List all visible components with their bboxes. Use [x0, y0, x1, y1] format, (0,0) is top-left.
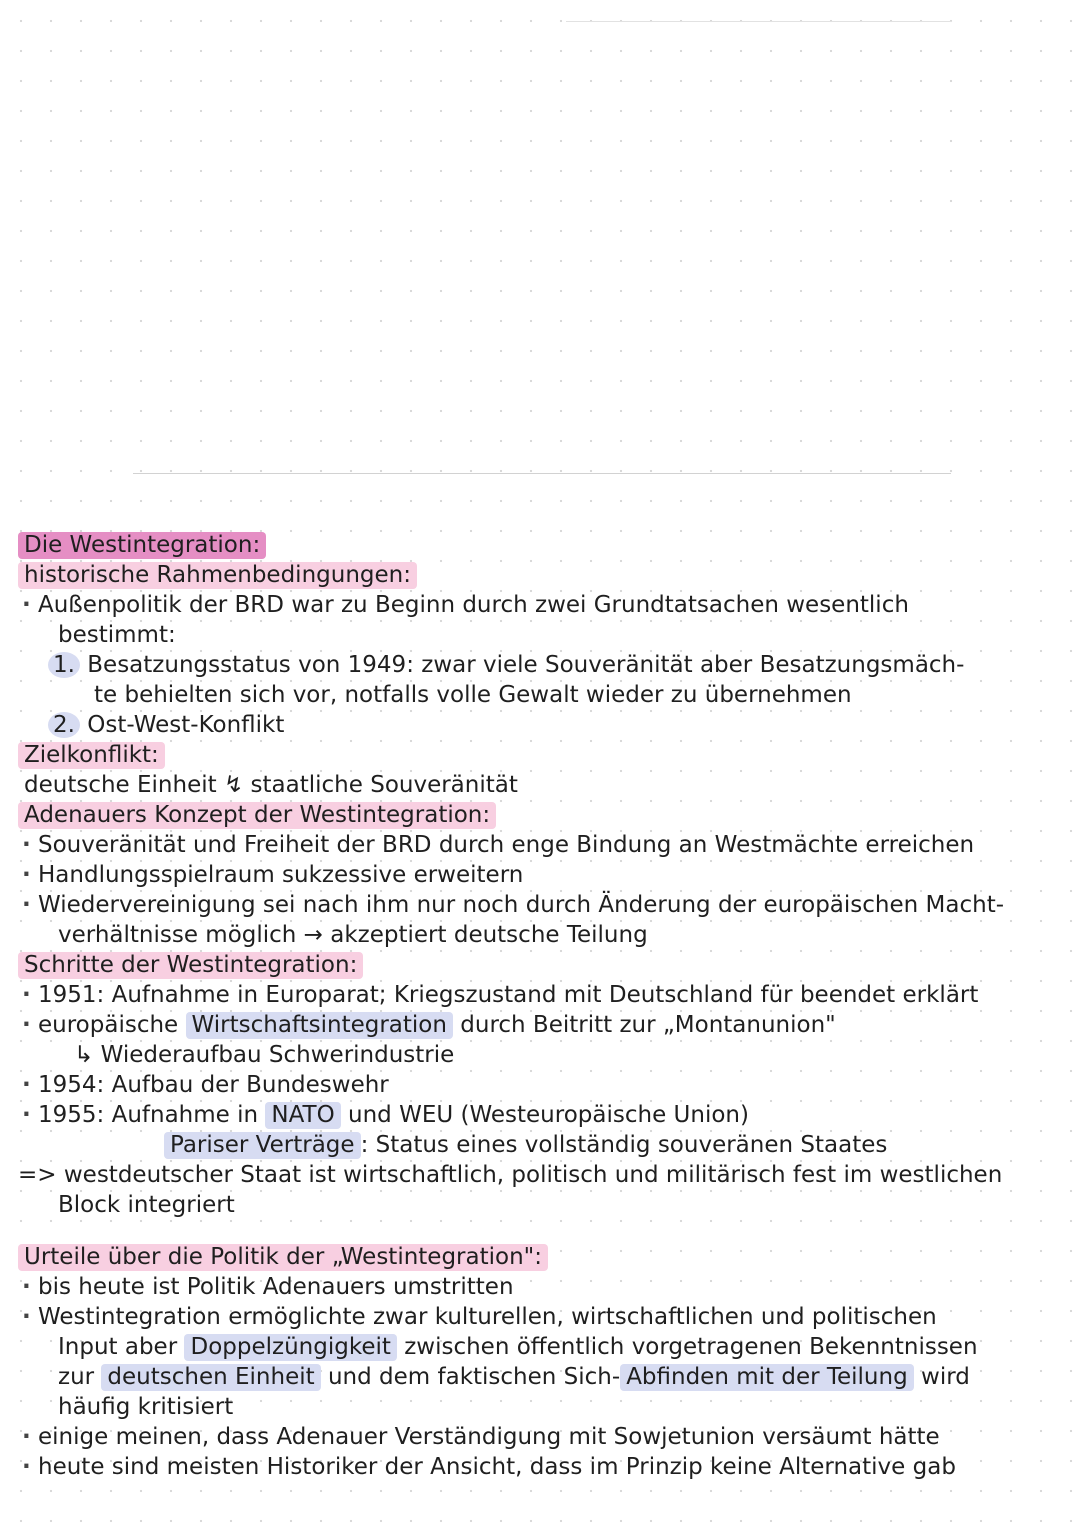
bullet-continuation: häufig kritisiert: [58, 1394, 234, 1420]
numbered-continuation: te behielten sich vor, notfalls volle Gewalt wieder zu übernehmen: [94, 682, 852, 708]
bullet-continuation: [18, 1332, 1068, 1362]
bullet-item: · heute sind meisten Historiker der Ansicht, dass im Prinzip keine Alternative gab: [18, 1452, 1068, 1482]
numbered-item: Besatzungsstatus von 1949: zwar viele Souveränität aber Besatzungsmäch-: [87, 652, 965, 678]
bullet-item: [18, 1100, 1068, 1130]
text-segment: und WEU (Westeuropäische Union): [340, 1102, 749, 1128]
text-segment: zwischen öffentlich vorgetragenen Bekenntnissen: [396, 1334, 978, 1360]
section-heading-rahmenbedingungen: historische Rahmenbedingungen:: [18, 562, 417, 589]
bullet-item: · Handlungsspielraum sukzessive erweitern: [18, 860, 1068, 890]
term-highlight-pariser-vertraege: Pariser Verträge: [164, 1132, 361, 1159]
bullet-item: · 1954: Aufbau der Bundeswehr: [18, 1070, 1068, 1100]
bullet-continuation: [18, 1362, 1068, 1392]
bullet-item: · Westintegration ermöglichte zwar kulturellen, wirtschaftlichen und politischen: [18, 1302, 1068, 1332]
bullet-item: · Außenpolitik der BRD war zu Beginn durch zwei Grundtatsachen wesentlich: [18, 590, 1068, 620]
top-divider-line: [566, 21, 952, 22]
term-highlight-deutsche-einheit: deutschen Einheit: [101, 1364, 320, 1391]
section-divider-line: [133, 473, 951, 474]
text-segment: : Status eines vollständig souveränen Staates: [360, 1132, 888, 1158]
text-segment: zur: [58, 1364, 102, 1390]
number-badge-1: 1.: [48, 652, 80, 678]
text-segment: 1955: Aufnahme in: [38, 1102, 266, 1128]
section-heading-urteile: Urteile über die Politik der „Westintegration":: [18, 1244, 548, 1271]
section-heading-konzept: Adenauers Konzept der Westintegration:: [18, 802, 496, 829]
bullet-item: · 1951: Aufnahme in Europarat; Kriegszustand mit Deutschland für beendet erklärt: [18, 980, 1068, 1010]
numbered-item: Ost-West-Konflikt: [87, 712, 285, 738]
term-highlight-abfinden: Abfinden mit der Teilung: [620, 1364, 914, 1391]
text-segment: und dem faktischen Sich-: [320, 1364, 621, 1390]
text-segment: durch Beitritt zur „Montanunion": [452, 1012, 836, 1038]
bullet-item: · Wiedervereinigung sei nach ihm nur noch durch Änderung der europäischen Macht-: [18, 890, 1068, 920]
bullet-item: · Souveränität und Freiheit der BRD durch enge Bindung an Westmächte erreichen: [18, 830, 1068, 860]
text-segment: europäische: [38, 1012, 186, 1038]
bullet-item: · einige meinen, dass Adenauer Verständigung mit Sowjetunion versäumt hätte: [18, 1422, 1068, 1452]
term-highlight-wirtschaftsintegration: Wirtschaftsintegration: [186, 1012, 453, 1039]
bullet-item: [18, 1010, 1068, 1040]
conclusion-line: => westdeutscher Staat ist wirtschaftlich, politisch und militärisch fest im westlichen: [18, 1162, 1003, 1188]
handwritten-notes: [18, 530, 1068, 1482]
bullet-continuation: verhältnisse möglich → akzeptiert deutsche Teilung: [58, 922, 648, 948]
conclusion-continuation: Block integriert: [58, 1192, 235, 1218]
text-segment: Input aber: [58, 1334, 185, 1360]
section-heading-schritte: Schritte der Westintegration:: [18, 952, 363, 979]
number-badge-2: 2.: [48, 712, 80, 738]
bullet-item: · bis heute ist Politik Adenauers umstritten: [18, 1272, 1068, 1302]
pariser-vertraege-line: [18, 1130, 1068, 1160]
text-segment: wird: [913, 1364, 970, 1390]
page-title: Die Westintegration:: [18, 532, 266, 559]
bullet-continuation: bestimmt:: [58, 622, 176, 648]
conflict-statement: deutsche Einheit ↯ staatliche Souveränität: [24, 772, 518, 798]
sub-arrow-item: ↳ Wiederaufbau Schwerindustrie: [74, 1042, 455, 1068]
term-highlight-doppelzuengigkeit: Doppelzüngigkeit: [184, 1334, 396, 1361]
term-highlight-nato: NATO: [265, 1102, 340, 1129]
section-heading-zielkonflikt: Zielkonflikt:: [18, 742, 165, 769]
